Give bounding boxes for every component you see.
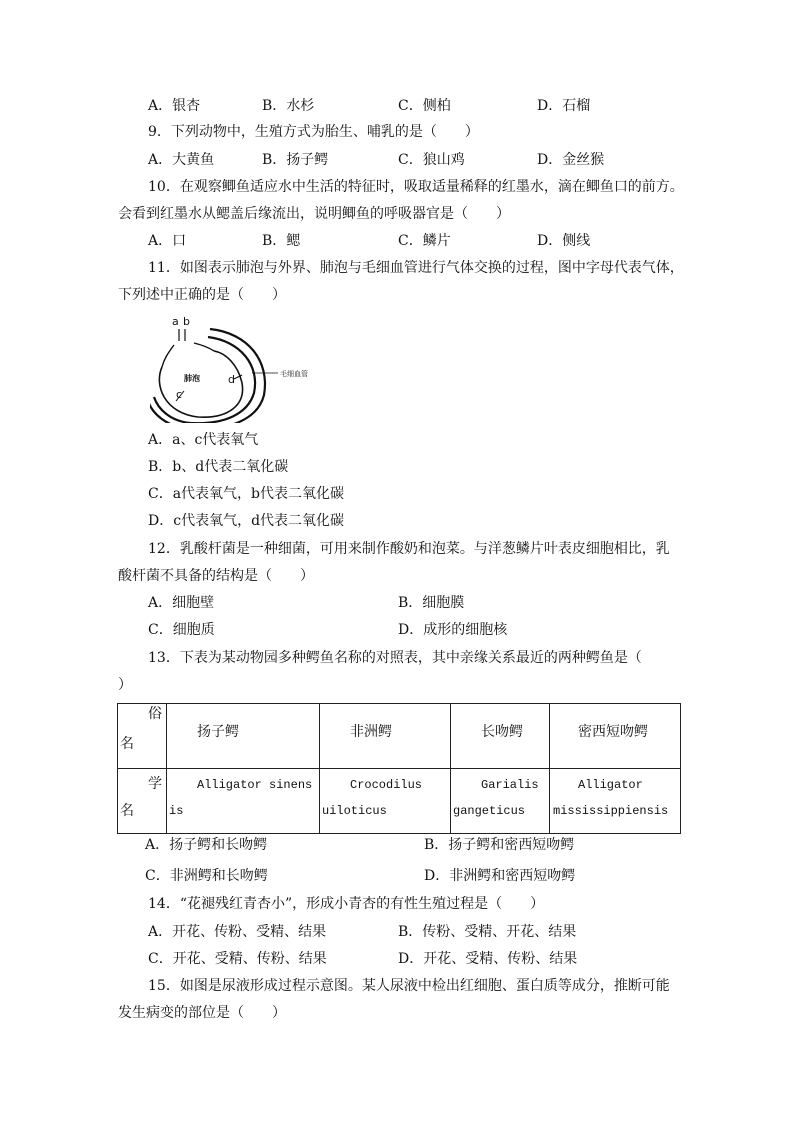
table-row-common-names	[118, 704, 681, 769]
q8-option-c: C．侧柏	[398, 98, 451, 114]
sci-name-1-line2: is	[169, 804, 184, 818]
table-cell	[167, 769, 320, 834]
q9-option-a: A．大黄鱼	[148, 152, 215, 168]
q11-option-a: A．a、c代表氧气	[148, 432, 259, 448]
q10-option-d: D．侧线	[537, 233, 591, 249]
figure-label-capillary: 毛细血管	[280, 370, 308, 378]
capillary-outer-wall	[150, 329, 265, 423]
header-char-4: 名	[120, 803, 134, 819]
q11-stem-line1: 11．如图表示肺泡与外界、肺泡与毛细血管进行气体交换的过程，图中字母代表气体，	[148, 260, 684, 276]
header-char-3: 学	[148, 776, 162, 792]
q10-stem-line1: 10．在观察鲫鱼适应水中生活的特征时，吸取适量稀释的红墨水，滴在鲫鱼口的前方。	[148, 179, 684, 195]
q15-stem-line2: 发生病变的部位是（ ）	[118, 1005, 286, 1021]
q14-option-b: B．传粉、受精、开花、结果	[398, 924, 577, 940]
table-header-common	[118, 704, 167, 769]
q8-option-a: A．银杏	[148, 98, 201, 114]
q12-option-d: D．成形的细胞核	[398, 622, 508, 638]
q14-option-d: D．开花、受精、传粉、结果	[398, 951, 578, 967]
q12-stem-line2: 酸杆菌不具备的结构是（ ）	[118, 568, 314, 584]
q13-stem-line1: 13．下表为某动物园多种鳄鱼名称的对照表，其中亲缘关系最近的两种鳄鱼是（	[148, 650, 642, 666]
table-cell	[320, 704, 451, 769]
common-name-3: 长吻鳄	[481, 724, 523, 740]
q10-option-b: B．鳃	[262, 233, 301, 249]
q8-option-b: B．水杉	[262, 98, 315, 114]
sci-name-3-line2: gangeticus	[453, 804, 526, 818]
figure-label-b: b	[183, 315, 190, 328]
table-cell	[550, 704, 681, 769]
sci-name-1-line1: Alligator sinens	[197, 778, 313, 792]
common-name-1: 扬子鳄	[197, 724, 239, 740]
q9-option-c: C．狼山鸡	[398, 152, 465, 168]
header-char-1: 俗	[148, 706, 162, 722]
capillary-inner-wall	[154, 337, 255, 423]
airway-right-wall	[194, 343, 214, 351]
q9-stem: 9．下列动物中，生殖方式为胎生、哺乳的是（ ）	[148, 124, 479, 140]
q13-option-b: B．扬子鳄和密西短吻鳄	[424, 837, 575, 853]
table-cell	[451, 769, 550, 834]
q13-stem-line2: ）	[118, 677, 132, 693]
sci-name-2-line2: uiloticus	[322, 804, 387, 818]
q11-option-d: D．c代表氧气，d代表二氧化碳	[148, 513, 345, 529]
sci-name-4-line2: mississippiensis	[553, 804, 669, 818]
q15-stem-line1: 15．如图是尿液形成过程示意图。某人尿液中检出红细胞、蛋白质等成分，推断可能	[148, 978, 670, 994]
common-name-4: 密西短吻鳄	[578, 724, 648, 740]
q14-option-c: C．开花、受精、传粉、结果	[148, 951, 327, 967]
figure-label-alveolus: 肺泡	[184, 374, 200, 383]
table-cell	[550, 769, 681, 834]
q10-option-a: A．口	[148, 233, 187, 249]
figure-label-a: a	[172, 315, 179, 328]
sci-name-2-line1: Crocodilus	[350, 778, 423, 792]
q10-stem-line2: 会看到红墨水从鳃盖后缘流出，说明鲫鱼的呼吸器官是（ ）	[118, 206, 510, 222]
header-char-2: 名	[120, 736, 134, 752]
airway-left-wall	[162, 345, 174, 367]
q12-option-c: C．细胞质	[148, 622, 215, 638]
figure-label-c: c	[176, 388, 183, 401]
q13-option-a: A．扬子鳄和长吻鳄	[145, 837, 268, 853]
q14-option-a: A．开花、传粉、受精、结果	[148, 924, 327, 940]
q12-option-a: A．细胞壁	[148, 595, 215, 611]
table-header-scientific	[118, 769, 167, 834]
table-cell	[320, 769, 451, 834]
q10-option-c: C．鳞片	[398, 233, 451, 249]
figure-label-d: d	[228, 373, 235, 386]
table-row-scientific-names	[118, 769, 681, 834]
alveolus-diagram	[150, 313, 322, 423]
table-cell	[451, 704, 550, 769]
q9-option-d: D．金丝猴	[537, 152, 605, 168]
q8-option-d: D．石榴	[537, 98, 591, 114]
q11-option-c: C．a代表氧气，b代表二氧化碳	[148, 486, 345, 502]
q11-stem-line2: 下列述中正确的是（ ）	[118, 287, 286, 303]
table-cell	[167, 704, 320, 769]
q12-option-b: B．细胞膜	[398, 595, 465, 611]
q12-stem-line1: 12．乳酸杆菌是一种细菌，可用来制作酸奶和泡菜。与洋葱鳞片叶表皮细胞相比，乳	[148, 541, 670, 557]
q13-option-d: D．非洲鳄和密西短吻鳄	[424, 868, 576, 884]
q11-option-b: B．b、d代表二氧化碳	[148, 459, 289, 475]
q14-stem: 14．“花褪残红青杏小”，形成小青杏的有性生殖过程是（ ）	[148, 896, 545, 912]
q9-option-b: B．扬子鳄	[262, 152, 329, 168]
sci-name-3-line1: Garialis	[481, 778, 539, 792]
common-name-2: 非洲鳄	[350, 724, 392, 740]
q13-option-c: C．非洲鳄和长吻鳄	[145, 868, 268, 884]
crocodile-name-table	[117, 703, 681, 834]
sci-name-4-line1: Alligator	[578, 778, 643, 792]
